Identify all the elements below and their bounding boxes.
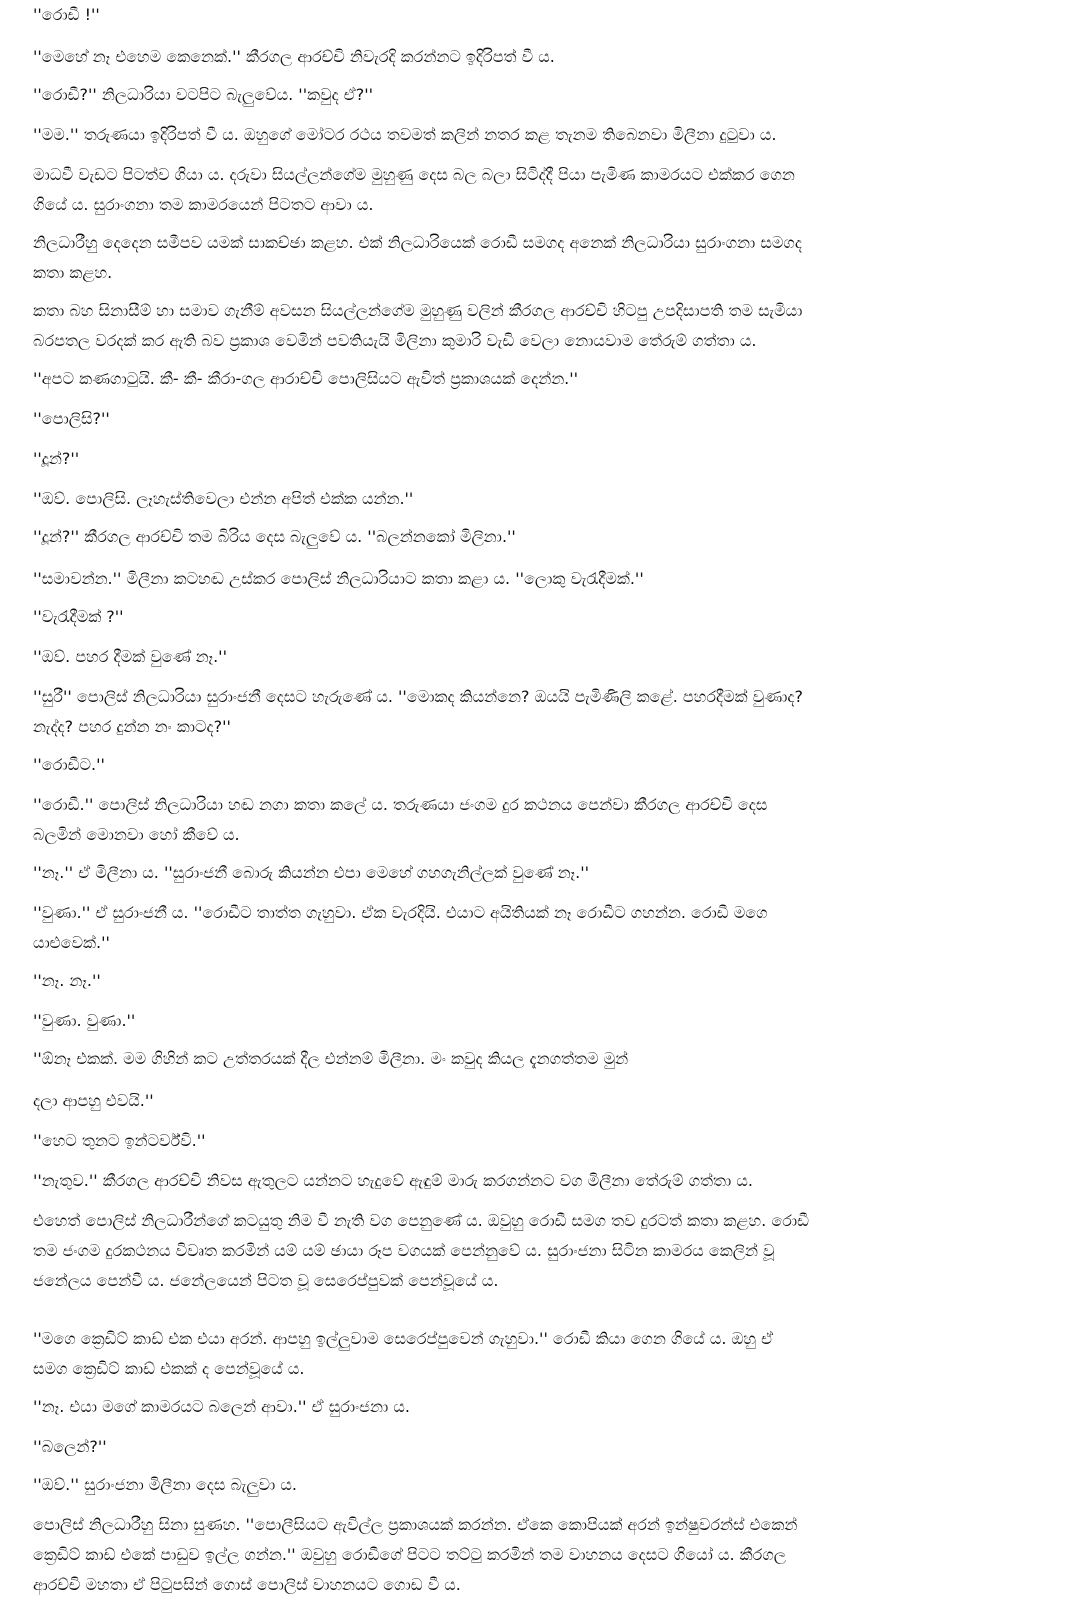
- paragraph: [33, 564, 1053, 594]
- text-line: දලා ආපහු එවයි.'': [33, 1091, 154, 1110]
- text-line: ''රොඩී.'' පොලිස් නිලධාරියා හඬ නගා කතා කලේ ය. තරුණයා ජංගම දුර කථනය පෙන්වා කීරගල ආරච්චි දෙස: [33, 795, 768, 814]
- text-line: ''දූන්?'': [33, 449, 80, 468]
- paragraph: [33, 1126, 1053, 1156]
- paragraph: [33, 1324, 1053, 1384]
- paragraph: [33, 1166, 1053, 1196]
- text-line: ''ඔව්. පොලිසි. ලෑහැස්තිවෙලා එන්න අපිත් එක්ක යන්න.'': [33, 489, 414, 508]
- text-line: ''අපට කණගාටුයි. කී- කී- කීරා-ගල ආරාච්චි පොලිසියට ඇවිත් ප්‍රකාශයක් දෙන්න.'': [33, 369, 579, 388]
- paragraph: [33, 602, 1053, 632]
- text-line: ''රොඩීට.'': [33, 755, 105, 774]
- paragraph: [33, 1044, 1053, 1074]
- text-line: ''සමාවන්න.'' මිලීනා කටහඬ උස්කර පොලිස් නිලධාරියාට කතා කළා ය. ''ලොකු වැරැදීමක්.'': [33, 569, 644, 588]
- paragraph: [33, 404, 1053, 434]
- paragraph: [33, 1470, 1053, 1500]
- text-line: ජනේලය පෙන්වී ය. ජනේලයෙන් පිටත වූ සෙරෙප්පුවක් පෙන්වූයේ ය.: [33, 1271, 499, 1290]
- text-line: ''රොඩී?'' නිලධාරියා වටපිට බැලුවේය. ''කවුද ඒ?'': [33, 85, 374, 104]
- paragraph: [33, 1510, 1053, 1600]
- text-line: යාළුවෙක්.'': [33, 933, 110, 952]
- paragraph: [33, 966, 1053, 996]
- text-line: ''බලෙන්?'': [33, 1437, 107, 1456]
- text-line: ''නෑ.'' ඒ මිලීනා ය. ''සුරාංජනී බොරු කියන්න එපා මෙහේ ගහගැනිල්ලක් වුණේ නෑ.'': [33, 863, 590, 882]
- text-line: ''නෑ. නෑ.'': [33, 971, 101, 990]
- paragraph: [33, 790, 1053, 850]
- text-line: ''දූන්?'' කීරගල ආරච්චි තම බිරිය දෙස බැලුවේ ය. ''බලන්නකෝ මිලිනා.'': [33, 527, 516, 546]
- text-line: ''පොලිසි?'': [33, 409, 110, 428]
- text-line: ''මගෙ ක්‍රෙඩිට් කාඩ් එක එයා අරන්. ආපහු ඉල්ලුවාම සෙරෙප්පුවෙන් ගැහුවා.'' රොඩී කියා ගෙන ගියේ ය. ඔහු ඒ: [33, 1329, 774, 1348]
- text-line: එහෙත් පොලිස් නිලධාරීන්ගේ කටයුතු නිම වී නැති වග පෙනුණේ ය. ඔවුහු රොඩී සමග තව දුරටත් කතා කළහ. රොඩී: [33, 1211, 809, 1230]
- paragraph: [33, 160, 1053, 220]
- text-line: ''ඕනෑ එකක්. මම ගිහින් කට උත්තරයක් දීල එන්නම් මිලීනා. මං කවුද කියල දැනගත්තම මුන්: [33, 1049, 629, 1068]
- paragraph: [33, 296, 1053, 356]
- text-line: ''ඔව්. පහර දීමක් වුණේ නෑ.'': [33, 647, 227, 666]
- text-line: ''නෑ. එයා මගේ කාමරයට බලෙන් ආවා.'' ඒ සුරාංජනා ය.: [33, 1397, 410, 1416]
- text-line: ''ඔව්.'' සුරාංජනා මිලීනා දෙස බැලුවා ය.: [33, 1475, 297, 1494]
- text-line: ''වැරැදීමක් ?'': [33, 607, 124, 626]
- paragraph: [33, 898, 1053, 958]
- paragraph: [33, 682, 1053, 742]
- paragraph: [33, 1006, 1053, 1036]
- paragraph: [33, 642, 1053, 672]
- text-line: සමග ක්‍රෙඩිට් කාඩ් එකක් ද පෙන්වූයේ ය.: [33, 1359, 305, 1378]
- paragraph: [33, 42, 1053, 72]
- text-line: කතා කළහ.: [33, 263, 113, 282]
- paragraph: [33, 1086, 1053, 1116]
- text-line: ''හෙට තුනට ඉන්ටර්ව්වි.'': [33, 1131, 206, 1150]
- text-line: පොලිස් නිලධාරීහු සිනා සුණහ. ''පොලීසියට ඇවිල්ල ප්‍රකාශයක් කරන්න. ඒකෙ කොපියක් අරන් ඉන්ෂුවරන්ස් එකෙන්: [33, 1515, 798, 1534]
- paragraph: [33, 522, 1053, 552]
- paragraph: [33, 1392, 1053, 1422]
- paragraph: [33, 858, 1053, 888]
- text-line: බරපතල වරදක් කර ඇති බව ප්‍රකාශ වෙමින් පවතියැයි මිලිනා කුමාරි වැඩි වෙලා නොයවාම තේරුම් ගත්තා ය.: [33, 331, 757, 350]
- text-line: ''නැතුව.'' කීරගල ආරච්චි නිවස ඇතුලට යන්නට හැදුවේ ඇඳුම් මාරු කරගන්නට වග මිලීනා තේරුම් ගත්තා ය.: [33, 1171, 753, 1190]
- text-line: බලමින් මොනවා හෝ කීවේ ය.: [33, 825, 240, 844]
- text-line: ''රොඩී !'': [33, 5, 100, 24]
- text-line: ''මෙහේ නෑ එහෙම කෙනෙක්.'' කීරගල ආරච්චි නිවැරදි කරන්නට ඉදිරිපත් වී ය.: [33, 47, 555, 66]
- text-line: මාධවී වැඩට පිටත්ව ගියා ය. දරුවා සියල්ලන්ගේම මුහුණු දෙස බල බලා සිටිද්දී පියා පැමිණ කාමරයට එක්කර ගෙන: [33, 165, 795, 184]
- paragraph: [33, 1432, 1053, 1462]
- text-line: ගියේ ය. සුරාංගනා තම කාමරයෙන් පිටතට ආවා ය.: [33, 195, 374, 214]
- paragraph: [33, 1206, 1053, 1296]
- text-line: නැද්ද? පහර දුන්න නං කාටද?'': [33, 717, 231, 736]
- paragraph: [33, 80, 1053, 110]
- paragraph: [33, 444, 1053, 474]
- text-line: ''වුණා. වුණා.'': [33, 1011, 136, 1030]
- paragraph: [33, 228, 1053, 288]
- paragraph: [33, 484, 1053, 514]
- text-line: තම ජංගම දුරකථනය විවෘත කරමින් යම් යම් ඡායා රූප වගයක් පෙන්නුවේ ය. සුරාංජනා සිටින කාමරය කෙලින් වූ: [33, 1241, 775, 1260]
- text-line: ක්‍රෙඩිට් කාඩ් එකේ පාඩුව ඉල්ල ගන්න.'' ඔවුහු රොඩීගේ පිටට තට්ටු කරමින් තම වාහනය දෙසට ගියෝ ය. කීරගල: [33, 1545, 786, 1564]
- paragraph: [33, 364, 1053, 394]
- text-line: ආරච්චි මහතා ඒ පිටුපසින් ගොස් පොලිස් වාහනයට ගොඩ වී ය.: [33, 1575, 461, 1594]
- paragraph: [33, 0, 1053, 30]
- paragraph: [33, 750, 1053, 780]
- text-line: ''මම.'' තරුණයා ඉදිරිපත් වී ය. ඔහුගේ මෝටර රථය තවමත් කලින් නතර කළ තැනම තිබෙනවා මිලීනා දුටුවා ය.: [33, 125, 777, 144]
- text-line: ''සුරී'' පොලිස් නිලධාරියා සුරාංජනී දෙසට හැරුණේ ය. ''මොකද කියන්නෙ? ඔයයි පැමිණිලි කළේ. පහරදීමක් වුණාද?: [33, 687, 804, 706]
- paragraph: [33, 120, 1053, 150]
- text-line: ''වුණා.'' ඒ සුරාංජනී ය. ''රොඩීට තාත්ත ගැහුවා. ඒක වැරදියි. එයාට අයිතියක් නෑ රොඩීට ගහන්න. රොඩී මගෙ: [33, 903, 768, 922]
- text-line: නිලධාරීහු දෙදෙන සමීපව යමක් සාකච්ඡා කළහ. එක් නිලධාරියෙක් රොඩී සමගද අනෙක් නිලධාරියා සුරාංගනා සමගද: [33, 233, 802, 252]
- text-line: කතා බහ සිනාසීම් හා සමාව ගැනීම් අවසන සියල්ලන්ගේම මුහුණු වලින් කීරගල ආරච්චි හිටපු උපදිසාපති තම සැමියා: [33, 301, 803, 320]
